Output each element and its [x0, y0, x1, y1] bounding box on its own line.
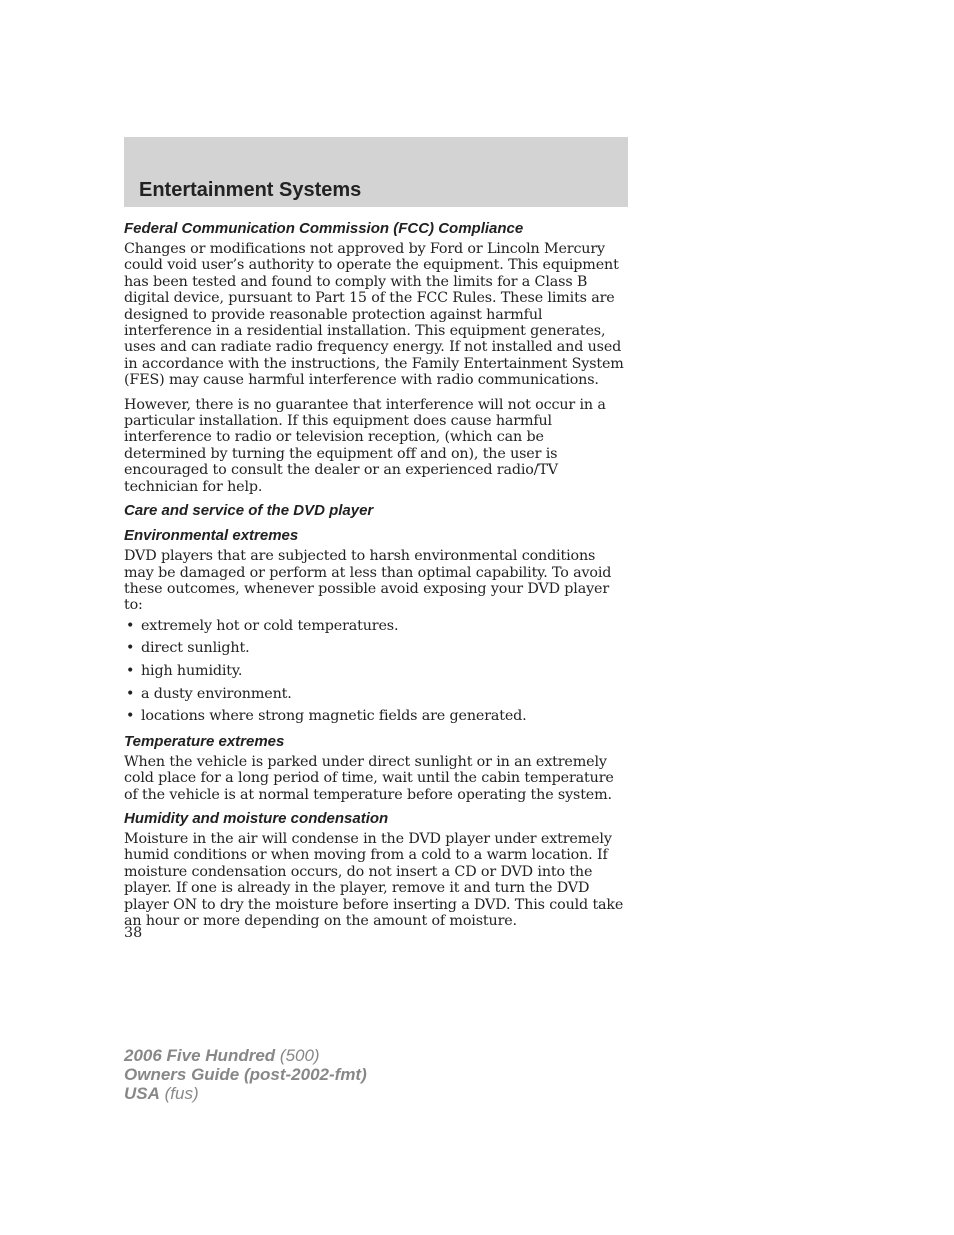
list-item: • direct sunlight. [126, 640, 250, 657]
environmental-heading: Environmental extremes [124, 527, 299, 545]
list-item: • high humidity. [126, 662, 243, 679]
page-number: 38 [124, 925, 143, 941]
environmental-paragraph: DVD players that are subjected to harsh environmental conditions may be damaged or perform at less than optimal capability. To avoid these outcomes, whenever possible avoid exposing your DVD player to: [124, 548, 612, 614]
list-item: • locations where strong magnetic fields are generated. [126, 708, 527, 725]
humidity-heading: Humidity and moisture condensation [124, 809, 389, 827]
humidity-paragraph: Moisture in the air will condense in the DVD player under extremely humid conditions or when moving from a cold to a warm location. If moisture condensation occurs, do not insert a CD or DVD into the player. If one is already in the player, remove it and turn the DVD player ON to dry the moisture before inserting a DVD. This could take an hour or more depending on the amount of moisture. [124, 830, 624, 929]
fcc-paragraph-2: However, there is no guarantee that interference will not occur in a particular installation. If this equipment does cause harmful interference to radio or television reception, (which can be determined by turning the equipment off and on), the user is encouraged to consult the dealer or an experienced radio/TV technician for help. [124, 396, 606, 495]
temperature-heading: Temperature extremes [124, 732, 285, 750]
fcc-heading: Federal Communication Commission (FCC) Compliance [124, 220, 524, 237]
temperature-paragraph: When the vehicle is parked under direct sunlight or in an extremely cold place for a long period of time, wait until the cabin temperature of the vehicle is at normal temperature before operating the system. [124, 753, 614, 803]
section-title: Entertainment Systems [139, 179, 362, 201]
list-item: • a dusty environment. [126, 685, 292, 702]
footer-line-2: Owners Guide (post-2002-fmt) [124, 1065, 367, 1084]
environmental-bullet-list [124, 618, 628, 725]
page-content [124, 218, 628, 929]
section-header-band [124, 137, 628, 207]
bullet-icon: • [126, 685, 135, 702]
list-item: • extremely hot or cold temperatures. [126, 617, 399, 634]
fcc-paragraph-1: Changes or modifications not approved by Ford or Lincoln Mercury could void user’s authority to operate the equipment. This equipment has been tested and found to comply with the limits for a Class B digital device, pursuant to Part 15 of the FCC Rules. These limits are designed to provide reasonable protection against harmful interference in a residential installation. This equipment generates, uses and can radiate radio frequency energy. If not installed and used in accordance with the instructions, the Family Entertainment System (FES) may cause harmful interference with radio communications. [124, 241, 624, 389]
document-footer [124, 1046, 367, 1103]
bullet-icon: • [126, 662, 135, 679]
bullet-icon: • [126, 708, 135, 725]
care-heading: Care and service of the DVD player [124, 502, 374, 520]
footer-line-1: 2006 Five Hundred (500) [124, 1046, 320, 1065]
bullet-icon: • [126, 640, 135, 657]
bullet-icon: • [126, 617, 135, 634]
footer-line-3: USA (fus) [124, 1084, 199, 1103]
